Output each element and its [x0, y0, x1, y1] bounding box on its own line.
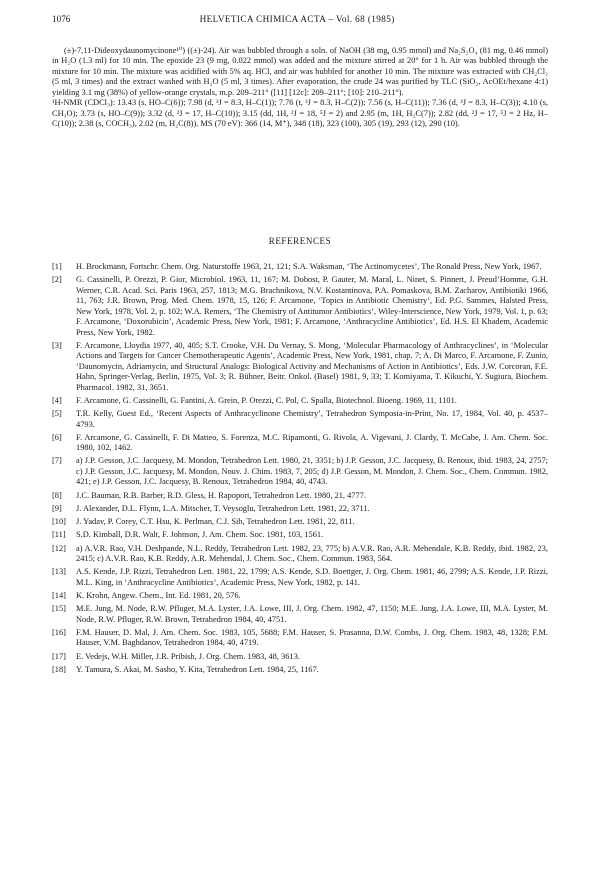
reference-text: S.D. Kimball, D.R. Walt, F. Johnson, J. Am. Chem. Soc. 1981, 103, 1561. — [76, 530, 324, 540]
reference-number: [14] — [52, 591, 66, 601]
reference-text: T.R. Kelly, Guest Ed., ‘Recent Aspects of Anthracyclinone Chemistry’, Tetrahedron Symposia-in-Print, No. 17, 1984, Vol. 40, p. 4537–4793. — [76, 409, 548, 429]
reference-item — [52, 504, 548, 514]
running-header — [52, 14, 548, 24]
reference-text: G. Cassinelli, P. Orezzi, P. Gior, Microbiol. 1963, 11, 167; M. Dobost, P. Gauter, M. Maral, L. Ninet, S. Pinnert, J. Preud’Homme, G.H. Werner, C.R. Acad. Sci. Paris 1963, 257, 1813; M.G. Brachnikova, N.V. Kostantinova, P.A. Pomaskova, B.M. Zacharov, Antibiotiki 1966, 11, 763; J.R. Brown, Prog. Med. Chem. 1978, 15, 126; F. Arcamone, ‘Topics in Antibiotic Chemistry’, Ed. P.G. Sammes, Halsted Press, New York, 1978, Vol. 2, p. 102; W.A. Remers, ‘The Chemistry of Antitumor Antibiotics’, Wiley-Interscience, New York, 1979, Vol. 1, p. 63; F. Arcamone, ‘Doxorubicin’, Academic Press, New York, 1981; F. Arcamone, ‘Anthracycline Antibiotics’, Ed. H.S. El Khadem, Academic Press, New York, 1982. — [76, 275, 548, 337]
reference-number: [6] — [52, 432, 62, 442]
reference-number: [17] — [52, 651, 66, 661]
reference-text: J. Alexander, D.L. Flynn, L.A. Mitscher, T. Veysoglu, Tetrahedron Lett. 1981, 22, 3711. — [76, 503, 370, 513]
nmr-ms-paragraph: ¹H-NMR (CDCl₃): 13.43 (s, HO–C(6)); 7.98 (d, ³J = 8.3, H–C(1)); 7.76 (t, ³J = 8.3, H–C(2)); 7.56 (s, H–C(11)); 7.36 (d, ³J = 8.3, H–C(3)); 4.10 (s, CH₃O); 3.73 (s, HO–C(9)); 3.32 (d, ²J = 17, H–C(10)); 3.15 (dd, 1H, ²J = 18, ⁵J = 2) and 2.95 (m, 1H, H₂C(7)); 2.82 (dd, ²J = 17, ⁵J = 2 Hz, H–C(10)); 2.38 (s, COCH₃), 2.02 (m, H₂C(8)). MS (70 eV): 366 (14, M⁺), 348 (18), 323 (100), 305 (19), 293 (12), 290 (10). — [52, 98, 548, 129]
reference-number: [13] — [52, 567, 66, 577]
reference-text: J. Yadav, P. Corey, C.T. Hsu, K. Perlman, C.J. Sih, Tetrahedron Lett. 1981, 22, 811. — [76, 517, 355, 527]
reference-number: [18] — [52, 664, 66, 674]
reference-item — [52, 628, 548, 649]
reference-number: [11] — [52, 530, 66, 540]
reference-item — [52, 517, 548, 527]
reference-number: [10] — [52, 517, 66, 527]
reference-text: M.E. Jung, M. Node, R.W. Pfluger, M.A. Lyster, J.A. Lowe, III, J. Org. Chem. 1982, 47, 1150; M.E. Jung, J.A. Lowe, III, M.A. Lyster, M. Node, R.W. Pfluger, R.W. Brown, Tetrahedron 1984, 40, 4751. — [76, 604, 548, 624]
experimental-paragraph: (±)-7,11-Dideoxydaunomycinone¹⁰) ((±)-24). Air was bubbled through a soln. of NaOH (38 mg, 0.95 mmol) and Na₂S₂O₄ (81 mg, 0.46 mmol) in H₂O (1.3 ml) for 10 min. The epoxide 23 (9 mg, 0.022 mmol) was added and the mixture stirred at 20° for 1 h. Air was bubbled through the mixture for 10 min. The mixture was acidified with 5% aq. HCl, and air was bubbled for another 10 min. The mixture was extracted with CH₂Cl₂ (5 ml, 3 times) and the extract washed with H₂O (5 ml, 3 times). After evaporation, the crude 24 was purified by TLC (SiO₂, AcOEt/hexane 4:1) yielding 3.1 mg (38%) of yellow-orange crystals, m.p. 209–211° ([11] [12c]: 209–211°; [10]: 210–211°). — [52, 46, 548, 97]
reference-text: a) A.V.R. Rao, V.H. Deshpande, N.L. Reddy, Tetrahedron Lett. 1982, 23, 775; b) A.V.R. Rao, A.R. Mehendale, K.B. Reddy, ibid. 1982, 23, 2415; c) A.V.R. Rao, K.B. Reddy, A.R. Mehendal, J. Chem. Soc., Chem. Commun. 1983, 564. — [76, 543, 548, 564]
reference-text: F.M. Hauser, D. Mal, J. Am. Chem. Soc. 1983, 105, 5688; F.M. Hauser, S. Prasanna, D.W. Combs, J. Org. Chem. 1983, 48, 1328; F.M. Hauser, V.M. Baghdanov, Tetrahedron 1984, 40, 4719. — [76, 628, 548, 648]
reference-text: A.S. Kende, J.P. Rizzi, Tetrahedron Lett. 1981, 22, 1799; A.S. Kende, S.D. Boettger, J. Org. Chem. 1981, 46, 2799; A.S. Kende, J.P. Rizzi, M.L. King, in ‘Anthracycline Antibiotics’, Academic Press, New York, 1982, p. 141. — [76, 567, 548, 587]
reference-number: [2] — [52, 275, 62, 285]
reference-number: [3] — [52, 340, 62, 350]
reference-text: F. Arcamone, G. Cassinelli, F. Di Matteo, S. Forenza, M.C. Ripamonti, G. Rivola, A. Vigevani, J. Clardy, T. McCabe, J. Am. Chem. Soc. 1980, 102, 1462. — [76, 432, 548, 453]
reference-number: [7] — [52, 456, 62, 466]
reference-item — [52, 591, 548, 601]
reference-item — [52, 530, 548, 540]
reference-number: [15] — [52, 604, 66, 614]
reference-item — [52, 604, 548, 625]
reference-item — [52, 456, 548, 487]
reference-text: H. Brockmann, Fortschr. Chem. Org. Naturstoffe 1963, 21, 121; S.A. Waksman, ‘The Actinomycetes’, The Ronald Press, New York, 1967. — [76, 262, 542, 271]
reference-item — [52, 652, 548, 662]
reference-text: J.C. Bauman, R.B. Barber, R.D. Gless, H. Rapoport, Tetrahedron Lett. 1980, 21, 4777. — [76, 490, 366, 500]
reference-item — [52, 262, 548, 272]
references-list — [52, 262, 548, 678]
reference-number: [16] — [52, 628, 66, 637]
reference-number: [8] — [52, 490, 62, 500]
reference-item — [52, 665, 548, 675]
reference-item — [52, 491, 548, 501]
reference-number: [9] — [52, 503, 62, 513]
reference-number: [5] — [52, 409, 62, 419]
reference-item — [52, 341, 548, 393]
reference-item — [52, 567, 548, 588]
reference-item — [52, 544, 548, 565]
reference-item — [52, 409, 548, 430]
page-number: 1076 — [52, 14, 71, 24]
reference-number: [12] — [52, 543, 66, 553]
reference-text: K. Krohn, Angew. Chem., Int. Ed. 1981, 20, 576. — [76, 591, 241, 601]
reference-text: F. Arcamone, Lloydia 1977, 40, 405; S.T. Crooke, V.H. Du Vernay, S. Mong, ‘Molecular Pharmacology of Anthracyclines’, in ‘Molecular Actions and Targets for Cancer Chemotherapeutic Agents’, Academic Press, New York, 1981, chap. 7; A. Di Marco, F. Arcamone, F. Zunio, ‘Daunomycin, Adriamycin, and Structural Analogs: Biological Activity and Mechanisms of Action in Antibiotics’, Eds. J.W. Corcoran, F.E. Hahn, Springer-Verlag, Berlin, 1975, Vol. 3; R. Bühner, Beitr. Onkol. (Basel) 1981, 9, 33; T. Komiyama, T. Kikuchi, Y. Sugiura, Biochem. Pharmacol. 1982, 31, 3651. — [76, 340, 548, 392]
experimental-section — [52, 46, 548, 130]
reference-number: [1] — [52, 262, 62, 271]
references-heading: REFERENCES — [268, 236, 332, 246]
journal-title: HELVETICA CHIMICA ACTA – Vol. 68 (1985) — [199, 14, 395, 24]
reference-text: a) J.P. Gesson, J.C. Jacquesy, M. Mondon, Tetrahedron Lett. 1980, 21, 3351; b) J.P. Gesson, J.C. Jacquesy, B. Renoux, ibid. 1983, 24, 2757; c) J.P. Gesson, J.C. Jacquesy, M. Mondon, Nouv. J. Chim. 1983, 7, 205; d) J.P. Gesson, M. Mondon, J. Chem. Soc., Chem. Commun. 1982, 421; e) J.P. Gesson, J.C. Jacquesy, B. Renoux, Tetrahedron 1984, 40, 4743. — [76, 456, 548, 487]
reference-item — [52, 433, 548, 454]
reference-text: E. Vedejs, W.H. Miller, J.R. Pribish, J. Org. Chem. 1983, 48, 3613. — [76, 651, 300, 661]
reference-text: Y. Tamura, S. Akai, M. Sasho, Y. Kita, Tetrahedron Lett. 1984, 25, 1167. — [76, 664, 319, 674]
reference-item — [52, 275, 548, 338]
reference-item — [52, 396, 548, 406]
reference-number: [4] — [52, 395, 62, 405]
reference-text: F. Arcamone, G. Cassinelli, G. Fantini, A. Grein, P. Orezzi, C. Pol, C. Spalla, Biotechnol. Bioeng. 1969, 11, 1101. — [76, 395, 457, 405]
